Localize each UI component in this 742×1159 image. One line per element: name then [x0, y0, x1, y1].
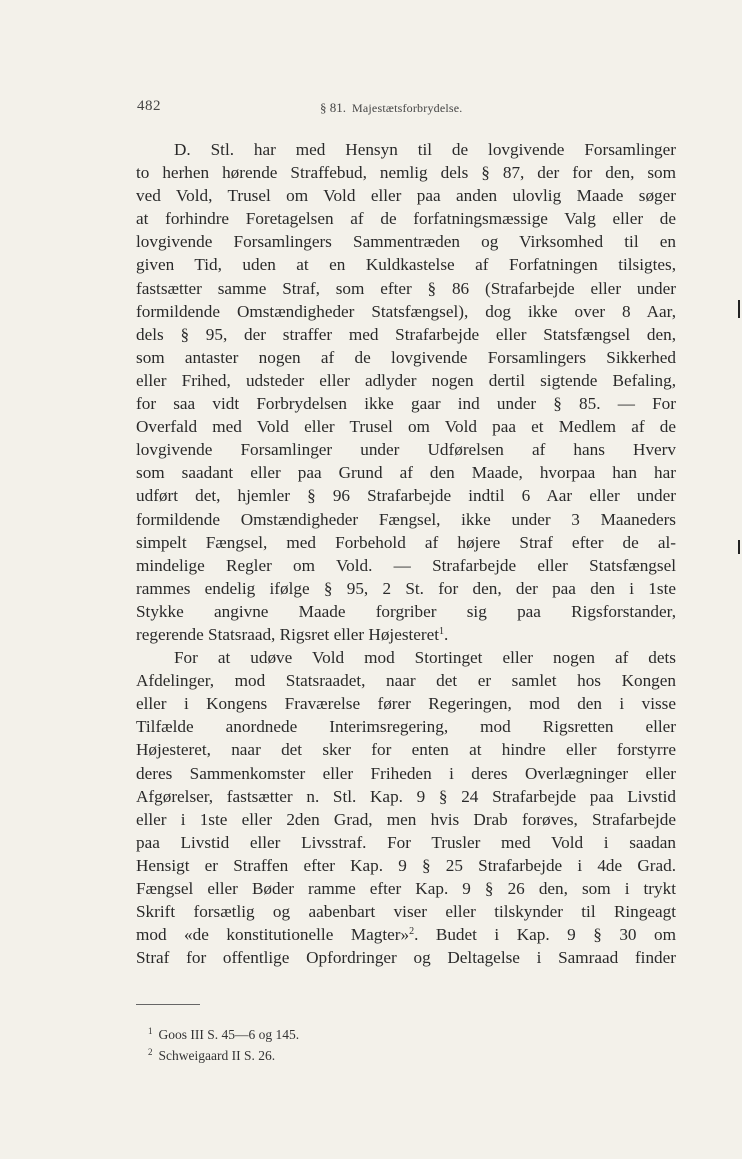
- footnotes: [148, 1024, 580, 1066]
- text-line-content: eller Frihed, udsteder eller adlyder nogen dertil sigtende Befaling,: [136, 370, 676, 390]
- text-line: [136, 877, 676, 900]
- text-line: [136, 854, 676, 877]
- text-line: [136, 438, 676, 461]
- page-number: 482: [137, 98, 161, 114]
- text-line: [136, 692, 676, 715]
- text-line-content: D. Stl. har med Hensyn til de lovgivende Forsamlinger: [174, 140, 676, 159]
- running-title: [320, 100, 463, 116]
- text-line-content: Tilfælde anordnede Interimsregering, mod Rigsretten eller: [136, 717, 676, 737]
- text-line-content: deres Sammenkomster eller Friheden i deres Overlægninger eller: [136, 763, 676, 783]
- text-line: [136, 461, 676, 484]
- text-line-content: Hensigt er Straffen efter Kap. 9 § 25 Strafarbejde i 4de Grad.: [136, 855, 676, 875]
- text-line-content: for saa vidt Forbrydelsen ikke gaar ind under § 85. — For: [136, 394, 676, 414]
- text-line: [136, 253, 676, 276]
- page-edge-mark: [738, 300, 740, 318]
- footnote-mark: 1: [148, 1026, 153, 1036]
- text-line: [136, 161, 676, 184]
- text-line-content: lovgivende Forsamlingers Sammentræden og Virksomhed til en: [136, 232, 676, 252]
- text-line: [136, 831, 676, 854]
- text-line: [136, 508, 676, 531]
- footnote-text: Goos III S. 45—6 og 145.: [158, 1027, 300, 1042]
- footnote-rule: [136, 1004, 200, 1005]
- section-title: Majestætsforbrydelse.: [352, 101, 463, 115]
- text-line: [136, 392, 676, 415]
- text-line-content: Fængsel eller Bøder ramme efter Kap. 9 § 26 den, som i trykt: [136, 879, 676, 898]
- text-line: [136, 207, 676, 230]
- text-line-content: paa Livstid eller Livsstraf. For Trusler med Vold i saadan: [136, 832, 676, 852]
- text-line-content: Højesteret, naar det sker for enten at hindre eller forstyrre: [136, 740, 676, 760]
- footnote-text: Schweigaard II S. 26.: [158, 1048, 276, 1063]
- text-line-content: to herhen hørende Straffebud, nemlig dels § 87, der for den, som: [136, 163, 676, 183]
- text-line: [136, 323, 676, 346]
- running-header: [137, 98, 677, 118]
- text-line: [136, 230, 676, 253]
- footnote-reference: 2: [409, 926, 415, 938]
- text-line: [136, 184, 676, 207]
- text-line: [136, 138, 676, 161]
- text-line-tail: . Budet i Kap. 9 § 30 om: [414, 925, 676, 945]
- text-line-content: lovgivende Forsamlinger under Udførelsen af hans Hverv: [136, 440, 676, 460]
- section-number: § 81.: [320, 100, 346, 115]
- text-line-content: Afdelinger, mod Statsraadet, naar det er samlet hos Kongen: [136, 671, 676, 691]
- text-line: [136, 785, 676, 808]
- text-line-content: Afgørelser, fastsætter n. Stl. Kap. 9 § 24 Strafarbejde paa Livstid: [136, 786, 676, 806]
- text-line: [136, 900, 676, 923]
- text-line-content: formildende Omstændigheder Statsfængsel), dog ikke over 8 Aar,: [136, 301, 676, 321]
- footnote: [148, 1045, 580, 1066]
- text-line-content: mindelige Regler om Vold. — Strafarbejde eller Statsfængsel: [136, 555, 676, 575]
- text-line-content: rammes endelig ifølge § 95, 2 St. for den, der paa den i 1ste: [136, 578, 676, 598]
- text-line-content: simpelt Fængsel, med Forbehold af højere Straf efter de al-: [136, 532, 676, 552]
- text-line-content: mod «de konstitutionelle Magter»: [136, 925, 410, 945]
- text-line: [136, 277, 676, 300]
- text-line-content: For at udøve Vold mod Stortinget eller nogen af dets: [174, 648, 676, 668]
- text-line: [136, 346, 676, 369]
- footnote: [148, 1024, 580, 1045]
- text-line-content: som saadant eller paa Grund af den Maade, hvorpaa han har: [136, 463, 676, 483]
- text-line-content: Skrift forsætlig og aabenbart viser eller tilskynder til Ringeagt: [136, 902, 676, 922]
- text-line-content: formildende Omstændigheder Fængsel, ikke under 3 Maaneders: [136, 509, 676, 529]
- text-line-content: udført det, hjemler § 96 Strafarbejde indtil 6 Aar eller under: [136, 486, 676, 506]
- text-line-content: dels § 95, der straffer med Strafarbejde eller Statsfængsel den,: [136, 324, 676, 344]
- text-line: [136, 554, 676, 577]
- text-line: [136, 600, 676, 623]
- text-line: [136, 762, 676, 785]
- page-edge-mark: [738, 540, 740, 554]
- text-line: [136, 738, 676, 761]
- text-line: [136, 923, 676, 946]
- text-line: [136, 715, 676, 738]
- text-line: [136, 415, 676, 438]
- text-line: [136, 531, 676, 554]
- footnote-reference: 1: [439, 625, 445, 637]
- text-line-content: at forhindre Foretagelsen af de forfatningsmæssige Valg eller de: [136, 209, 676, 229]
- text-line-content: fastsætter samme Straf, som efter § 86 (Strafarbejde eller under: [136, 278, 676, 298]
- text-line-content: eller i 1ste eller 2den Grad, men hvis Drab forøves, Strafarbejde: [136, 809, 676, 829]
- text-line: [136, 577, 676, 600]
- text-line-content: ved Vold, Trusel om Vold eller paa anden ulovlig Maade søger: [136, 186, 676, 206]
- text-line-content: regerende Statsraad, Rigsret eller Højesteret: [136, 624, 440, 644]
- text-line: [136, 808, 676, 831]
- text-line: [136, 484, 676, 507]
- text-line: regerende Statsraad, Rigsret eller Højesteret$^1$.: [136, 624, 449, 644]
- text-line-content: given Tid, uden at en Kuldkastelse af Forfatningen tilsigtes,: [136, 255, 676, 275]
- text-line-content: eller i Kongens Fraværelse fører Regeringen, mod den i visse: [136, 694, 676, 714]
- body-text: [136, 138, 676, 969]
- text-line-content: Straf for offentlige Opfordringer og Deltagelse i Samraad finder: [136, 948, 676, 968]
- text-line: [136, 300, 676, 323]
- text-line: [136, 669, 676, 692]
- text-line: [136, 946, 676, 969]
- text-line-content: Stykke angivne Maade forgriber sig paa Rigsforstander,: [136, 601, 676, 621]
- text-line: [136, 369, 676, 392]
- text-line: [136, 646, 676, 669]
- footnote-mark: 2: [148, 1047, 153, 1057]
- text-line-content: Overfald med Vold eller Trusel om Vold paa et Medlem af de: [136, 417, 676, 437]
- text-line-content: som antaster nogen af de lovgivende Forsamlingers Sikkerhed: [136, 347, 676, 367]
